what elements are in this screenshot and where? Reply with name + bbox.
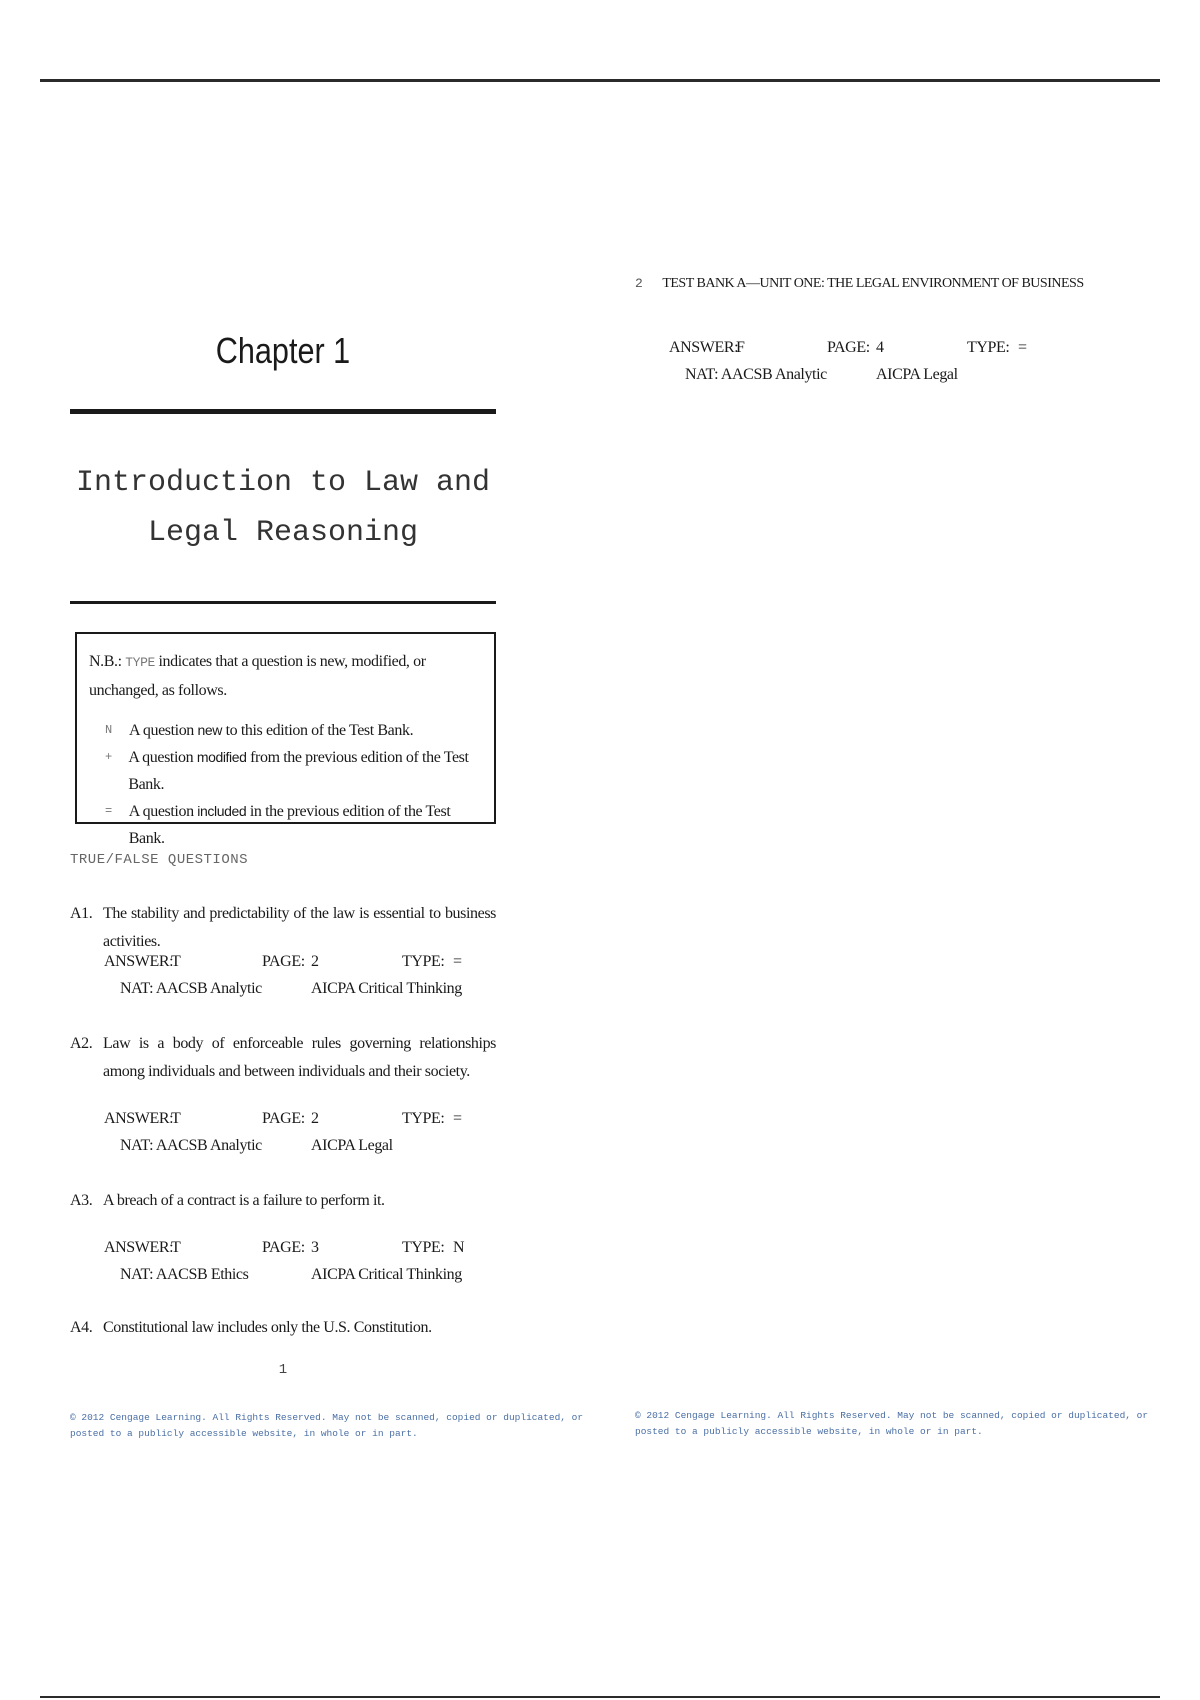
page-value: 4 <box>876 339 884 356</box>
copyright-notice <box>70 1410 583 1442</box>
answer-value: F <box>736 339 745 356</box>
section-title: TRUE/FALSE QUESTIONS <box>70 852 249 868</box>
page-value: 2 <box>311 953 319 970</box>
aicpa-label: AICPA Legal <box>311 1137 393 1154</box>
note-legend <box>89 717 482 852</box>
answer-block <box>104 948 496 1002</box>
question-text: A breach of a contract is a failure to perform it. <box>103 1192 385 1209</box>
page-label: PAGE: <box>262 953 305 970</box>
copyright-notice <box>635 1408 1148 1440</box>
page-value: 3 <box>311 1239 319 1256</box>
header-text: TEST BANK A—UNIT ONE: THE LEGAL ENVIRONMENT OF BUSINESS <box>662 276 1084 291</box>
question-number: A1. <box>70 905 93 922</box>
copyright-line-2: posted to a publicly accessible website, in whole or in part. <box>70 1428 418 1439</box>
aicpa-label: AICPA Critical Thinking <box>311 980 462 997</box>
chapter-title: Chapter 1 <box>215 330 351 371</box>
subtitle-line-1: Introduction to Law and <box>75 466 491 500</box>
answer-label: ANSWER: <box>104 1239 174 1256</box>
type-value: N <box>453 1239 465 1256</box>
type-label: TYPE: <box>402 953 445 970</box>
subtitle-divider <box>70 601 496 604</box>
answer-block <box>669 334 1061 388</box>
legend-symbol: N <box>105 723 112 737</box>
page-value: 2 <box>311 1110 319 1127</box>
note-box <box>75 632 496 847</box>
aicpa-label: AICPA Critical Thinking <box>311 1266 462 1283</box>
question-number: A2. <box>70 1035 93 1052</box>
right-page <box>635 0 1149 1460</box>
answer-value: T <box>171 1110 181 1127</box>
nat-label: NAT: AACSB Analytic <box>120 1137 262 1154</box>
legend-text: A question included in the previous edition of the Test Bank. <box>128 803 451 847</box>
chapter-subtitle <box>70 458 496 558</box>
answer-value: T <box>171 953 181 970</box>
page-label: PAGE: <box>827 339 870 356</box>
legend-text: A question modified from the previous edition of the Test Bank. <box>128 749 469 793</box>
type-label: TYPE: <box>402 1239 445 1256</box>
legend-symbol: = <box>105 804 112 818</box>
question-number: A3. <box>70 1192 93 1209</box>
aicpa-label: AICPA Legal <box>876 366 958 383</box>
question-number: A4. <box>70 1319 93 1336</box>
answer-block <box>104 1234 496 1288</box>
left-page <box>70 0 584 1460</box>
type-value: = <box>1018 339 1027 356</box>
question-text: Constitutional law includes only the U.S. Constitution. <box>103 1319 432 1336</box>
running-header <box>635 276 1084 292</box>
note-prefix: N.B.: <box>89 653 126 670</box>
answer-label: ANSWER: <box>104 1110 174 1127</box>
nat-label: NAT: AACSB Analytic <box>120 980 262 997</box>
legend-item <box>89 798 482 852</box>
note-intro-text: indicates that a question is new, modified, or unchanged, as follows. <box>89 653 426 699</box>
legend-symbol: + <box>105 750 112 764</box>
question-text: Law is a body of enforceable rules governing relationships among individuals and between individuals and their society. <box>103 1035 496 1080</box>
question-item <box>70 1187 496 1215</box>
header-page-number: 2 <box>635 276 643 291</box>
legend-item <box>89 744 482 798</box>
copyright-line-1: © 2012 Cengage Learning. All Rights Reserved. May not be scanned, copied or duplicated, or <box>70 1412 584 1423</box>
page-label: PAGE: <box>262 1239 305 1256</box>
page-number: 1 <box>278 1362 288 1378</box>
type-value: = <box>453 953 462 970</box>
nat-label: NAT: AACSB Analytic <box>685 366 827 383</box>
type-label: TYPE: <box>967 339 1010 356</box>
page-label: PAGE: <box>262 1110 305 1127</box>
question-text: The stability and predictability of the law is essential to business activities. <box>103 905 496 950</box>
answer-value: T <box>171 1239 181 1256</box>
note-intro <box>89 648 482 705</box>
question-item <box>70 1030 496 1086</box>
type-value: = <box>453 1110 462 1127</box>
note-type-word: TYPE <box>125 655 155 670</box>
subtitle-line-2: Legal Reasoning <box>147 516 419 550</box>
answer-block <box>104 1105 496 1159</box>
bottom-rule <box>40 1696 1160 1698</box>
legend-item <box>89 717 482 744</box>
nat-label: NAT: AACSB Ethics <box>120 1266 249 1283</box>
chapter-divider <box>70 409 496 414</box>
copyright-line-1: © 2012 Cengage Learning. All Rights Reserved. May not be scanned, copied or duplicated, or <box>635 1410 1149 1421</box>
answer-label: ANSWER: <box>104 953 174 970</box>
answer-label: ANSWER: <box>669 339 739 356</box>
copyright-line-2: posted to a publicly accessible website, in whole or in part. <box>635 1426 983 1437</box>
legend-text: A question new to this edition of the Test Bank. <box>129 722 414 739</box>
type-label: TYPE: <box>402 1110 445 1127</box>
question-item <box>70 1314 496 1342</box>
